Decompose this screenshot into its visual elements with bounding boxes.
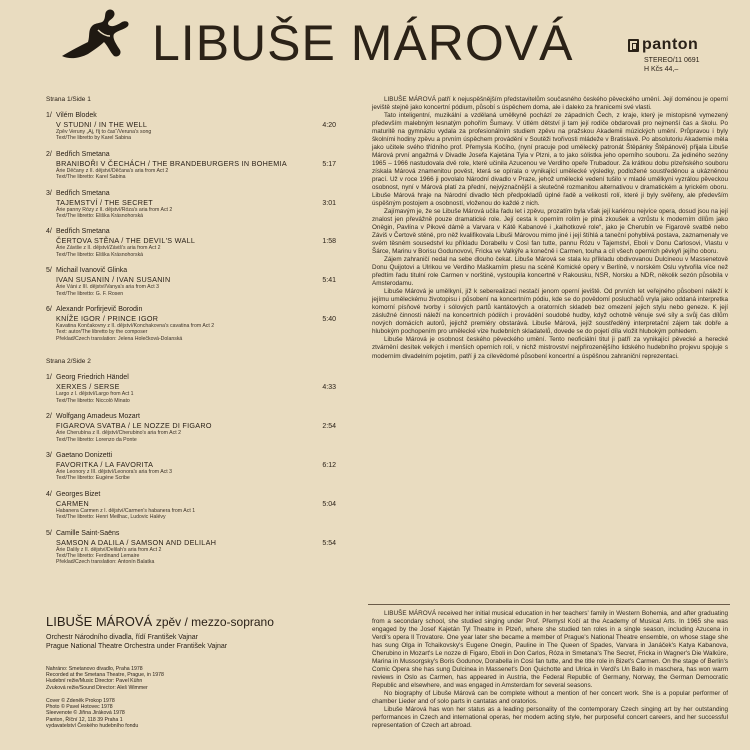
track-duration: 4:20 xyxy=(322,122,336,129)
track-duration: 1:58 xyxy=(322,238,336,246)
track-number: 4/ xyxy=(46,490,52,498)
track-item xyxy=(46,228,336,258)
artist-name: LIBUŠE MÁROVÁ xyxy=(46,614,153,629)
side2-tracks xyxy=(46,374,336,565)
track-number: 1/ xyxy=(46,374,52,382)
label-name: panton xyxy=(642,36,699,53)
track-number: 3/ xyxy=(46,189,52,197)
note-paragraph: Libuše Márová je osobnost českého pěveckého umění. Tento neoficiální titul ji patří za vynikající pěvecké a herecké ztvárnění desítek velkých i menších operních rolí, v nichž mistrovství nejpřirozenějšího lidského hudebního projevu spojuje s moderním divadelním pojetím, patří ji za cílevědomé působení koncertní a úspěšnou zahraniční reprezentaci. xyxy=(372,336,728,360)
track-title: BRANIBOŘI V ČECHÁCH / THE BRANDEBURGERS IN BOHEMIA xyxy=(56,158,287,168)
artist-line xyxy=(46,614,274,629)
track-duration: 5:40 xyxy=(322,316,336,324)
track-title: KNÍŽE IGOR / PRINCE IGOR xyxy=(56,314,159,324)
track-note: Árie panny Rózy z II. dějství/Róza's aria from Act 2 Text/The libretto: Eliška Krásnohorská xyxy=(56,206,173,220)
track-composer: Camille Saint-Saëns xyxy=(56,529,120,537)
orchestra-credit xyxy=(46,633,346,651)
track-duration: 6:12 xyxy=(322,461,336,469)
track-duration: 5:04 xyxy=(322,500,336,508)
track-item xyxy=(46,190,336,220)
track-title: FIGAROVA SVATBA / LE NOZZE DI FIGARO xyxy=(56,421,212,431)
dancer-silhouette-logo xyxy=(58,6,132,62)
track-note: Largo z I. dějství/Largo from Act 1 Text/The libretto: Niccolò Minato xyxy=(56,391,134,404)
track-number: 3/ xyxy=(46,451,52,459)
track-title: ČERTOVA STĚNA / THE DEVIL'S WALL xyxy=(56,236,196,246)
track-composer: Vilém Blodek xyxy=(56,112,97,119)
panton-logo xyxy=(628,36,738,54)
track-note: Kavatina Končakovny z II. dějství/Konchakovna's cavatina from Act 2 Text: autor/The libretto by the composer Překlad/Czech translation: Jelena Holečková-Dolanská xyxy=(56,323,215,342)
track-composer: Wolfgang Amadeus Mozart xyxy=(56,413,140,421)
track-item xyxy=(46,151,336,181)
production-credits: Cover © Zdeněk Prokop 1978 Photo © Pavel Hotovec 1978 Sleevenote © Jiřina Jiráková 1978 Panton, Říční 12, 118 39 Praha 1 vydavatelství Českého hudebního fondu xyxy=(46,698,139,729)
note-paragraph: Zájem zahraničí nedal na sebe dlouho čekat. Libuše Márová se stala ku příkladu obdivovanou Dulcineou v Massenetově Donu Quijotovi a Ulrikou ve Verdiho Maškarním plesu na scéně Komické opery v Berlíně, v norském Oslu vytvořila více než předtím řadu titulní role Carmen v norštině, vystoupila koncertně v Rakousku, NSR, Norsku a NDR, několik sezón působila v Amsterodamu. xyxy=(372,256,728,288)
note-paragraph: LIBUŠE MÁROVÁ patří k nejuspěšnějším představitelům současného českého pěveckého umění. Její doménou je operní jeviště stejně jako koncertní pódium, působí s úspěchem doma, ale i daleko za hranicemi své vlasti. xyxy=(372,96,728,112)
track-duration: 5:54 xyxy=(322,539,336,547)
side1-tracks xyxy=(46,112,336,342)
track-title: V STUDNI / IN THE WELL xyxy=(56,120,148,129)
track-number: 6/ xyxy=(46,306,52,314)
track-note: Habanera Carmen z I. dějství/Carmen's habanera from Act 1 Text/The libretto: Henri Meilhac, Ludovic Halévy xyxy=(56,507,196,521)
track-composer: Michail Ivanovič Glinka xyxy=(56,267,128,275)
track-duration: 3:01 xyxy=(322,199,336,207)
orchestra-cz: Orchestr Národního divadla, řídí František Vajnar xyxy=(46,634,198,641)
orchestra-en: Prague National Theatre Orchestra under František Vajnar xyxy=(46,643,228,650)
note-paragraph: Libuše Márová je umělkyní, jíž k seberealizaci nestačí jenom operní jeviště. Od prvních let veřejného působení náleží k jejímu uměleckému životopisu i působení na koncertním pódiu, kde se do povědomí posluchačů vryla jako oddaná interpretka komorní písňové tvorby i sólových partů kantátových a oratorních skladeb bez omezení jejich stylu nebo geneze. K její záslužné činnosti náleží na koncertních pódiích i provádění soudobé hudby, když ochotně věnuje své síly a svůj čas dílům nových domácích autorů, jejichž premiéry obstarává. Libuše Márová, jejíž soustředěný interpretační zájem tak dobře a hlubokým pochopením pro umělecké vize hudebních skladatelů, dovede se do pojetí díla vložit hlubokým pohledem. xyxy=(372,288,728,336)
note-paragraph: LIBUŠE MÁROVÁ received her initial musical education in her teachers' family in Western Bohemia, and after graduating from a secondary school, she studied singing under Prof. Přemysl Kočí at the Academy of Musical Arts. In 1965 she was engaged by the Josef Kajetán Tyl Theatre in Plzeň, where she studied ten roles in a single season, including Azucena in Verdi's opera Il Trovatore. One year later she became a member of Prague's National Theatre ensemble, on whose stage she has sung Olga in Tchaikovsky's Eugene Onegin, Pauline in The Queen of Spades, Varvara in Janáček's Katya Kabanova, Cherubino in Mozart's Le nozze di Figaro, Eboli in Don Carlos, Róza in Smetana's The Secret, Fricka in Wagner's Die Walküre, Marina in Mussorgsky's Boris Godunov, Dorabella in Così fan tutte, and the title role in Bizet's Carmen. On the stage of Berlin's Comic Opera she has sung Dulcinea in Massenet's Don Quichotte and Ulrica in Verdi's Un Ballo in maschera, has won warm reviews in Oslo as Carmen, has appeared in Austria, the Federal Republic of Germany, Norway, the German Democratic Republic and elsewhere, and was engaged in Amsterdam for several seasons. xyxy=(372,610,728,689)
side2-heading: Strana 2/Side 2 xyxy=(46,358,91,366)
track-number: 5/ xyxy=(46,529,52,537)
track-note: Árie Váni z III. dějství/Vanya's aria from Act 3 Text/The libretto: G. F. Rosen xyxy=(56,284,159,297)
track-composer: Georg Friedrich Händel xyxy=(56,374,129,382)
album-title: LIBUŠE MÁROVÁ xyxy=(152,15,574,71)
track-composer: Alexandr Porfirjevič Borodin xyxy=(56,306,143,314)
track-composer: Bedřich Smetana xyxy=(56,150,110,158)
track-number: 2/ xyxy=(46,150,52,158)
track-duration: 2:54 xyxy=(322,423,336,431)
track-composer: Georges Bizet xyxy=(56,490,101,498)
side1-heading: Strana 1/Side 1 xyxy=(46,96,91,103)
track-item xyxy=(46,530,336,566)
track-item xyxy=(46,112,336,142)
track-item xyxy=(46,374,336,404)
track-number: 2/ xyxy=(46,413,52,421)
track-number: 1/ xyxy=(46,112,52,119)
track-item xyxy=(46,452,336,482)
track-duration: 4:33 xyxy=(322,384,336,392)
track-title: XERXES / SERSE xyxy=(56,382,120,392)
track-title: TAJEMSTVÍ / THE SECRET xyxy=(56,197,153,207)
track-item xyxy=(46,491,336,521)
track-composer: Bedřich Smetana xyxy=(56,228,110,236)
track-composer: Bedřich Smetana xyxy=(56,189,110,197)
price: H Kčs 44,– xyxy=(644,66,679,73)
track-note: Árie Leonory z III. dějství/Leonora's aria from Act 3 Text/The libretto: Eugène Scribe xyxy=(56,468,173,482)
note-paragraph: No biography of Libuše Márová can be complete without a mention of her concert work. She is a popular performer of chamber Lieder and of solo parts in cantatas and oratorios. xyxy=(372,690,728,705)
track-item xyxy=(46,413,336,443)
track-duration: 5:41 xyxy=(322,277,336,285)
track-title: SAMSON A DALILA / SAMSON AND DELILAH xyxy=(56,537,217,547)
track-note: Zpěv Veruny „Aj, říj to čas“/Veruna's song Text/The libretto by Karel Sabina xyxy=(56,129,152,142)
sleeve-notes-czech xyxy=(372,96,728,361)
tracklist xyxy=(46,96,336,566)
track-duration: 5:17 xyxy=(322,160,336,168)
track-composer: Gaetano Donizetti xyxy=(56,451,113,459)
track-number: 5/ xyxy=(46,267,52,275)
track-title: IVAN SUSANIN / IVAN SUSANIN xyxy=(56,275,171,285)
recording-credits: Nahráno: Smetanovo divadlo, Praha 1978 Recorded at the Smetana Theatre, Prague, in 1978 Hudební režie/Music Director: Pavel Kühn Zvuková režie/Sound Director: Aleš Wimmer xyxy=(46,666,164,691)
track-item xyxy=(46,267,336,297)
panton-mark-icon xyxy=(628,39,639,52)
sleeve-notes-english xyxy=(372,610,728,730)
track-title: CARMEN xyxy=(56,498,89,508)
note-paragraph: Tato inteligentní, muzikální a vzdělaná umělkyně pochází ze západních Čech, z kraje, který je mistopisně vymezený především malebným lesnatým pohořím Šumavy. V útlém dětství ji tam její rodiče obdarovali pro nejmenší čas a školu. Po maturitě na gymnáziu vydala za profesionálním studiem zpěvu na pražskou Akademii múzických umění. Průpravou i byly školními hodiny zpěvu a prvním úspěchem provádění v Soutěži tvořivosti mládeže v Bratislavě. Po absolutoriu Akademie měla jako učitele svého třídního prof. Přemysla Kočího, (nyní pracuje pod umělecký patronát Štěpánky Štěpánové) přijala Libuše Márová první angažmá v Divadle Josefa Kajetána Tyla v Plzni, a to jako sólistka jeho operního souboru. Za jediného sezóny 1965 – 1966 nastudovala dvě role, které učinila Azucenou ve Verdiho opeře Trubadour. Za krátkou dobu plzeňského souboru získala Márová znamenitou pověst, která se opírala o vynikající umělecké výsledky, podložené soustředěnou a ukázněnou prací. Už v roce 1966 ji povolalo Národní divadlo v Praze, jehož umělecké vedení tušilo v mladé umělkyni vyzrálou pěveckou osobnost, nyní v Márová platí za přední, nejvýznačnější a skutečně rozmanitou alternativou v dramatickém a lyrickém oboru. Libuše Márová hraje na Národní divadlo těch předpokladů úplné řadě a velikostí rolí, které ji byly svěřeny, ale především úspěšným postojem a osobností, vloženou do každé z nich. xyxy=(372,112,728,208)
track-item xyxy=(46,306,336,342)
track-note: Árie Dalily z II. dějství/Delilah's aria from Act 2 Text/The libretto: Ferdinand Lemaire Překlad/Czech translation: Antonín Balatka xyxy=(56,546,162,566)
note-paragraph: Zajímavým je, že se Libuše Márová učila řadu let i zpěvu, prozatím byla však její kariérou nejvíce opera, dosud jsou na její znalost jen převážně pouze dramatické role. Její cesta k operním rolím je plná zkoušek a vzrůstu k moderním dílům jako Oněgin, Pavlína v Pikové dámě a Varvara v Kátě Kabanové i „kalhotkové role“, jako je Cherubín ve Figarově svatbě nebo Záviš v Čertově stěně, pro něž kvalifikovala Libuši Márovou mimo jiné i její štíhlá a taneční pohyblivá postava, zaznamenaly ve svém těsném sousedství ku příkladu Dorabellu v Così fan tutte, pannu Rózu v Tajemství, Eboli v Donu Carlosovi, Vlastu v Šárce, Marinu v Borisu Godunovovi, Fricka ve Valkýře a konečně i Carmen, touha a cíl všech operních pěvkyň jejího oboru. xyxy=(372,208,728,256)
track-note: Árie Záviše z II. dějství/Záviš's aria from Act 2 Text/The libretto: Eliška Krásnohorská xyxy=(56,245,161,258)
artist-role: zpěv / mezzo-soprano xyxy=(155,615,274,629)
track-number: 4/ xyxy=(46,228,52,236)
catalog-number: STEREO/11 0691 xyxy=(644,57,700,64)
divider xyxy=(368,604,730,605)
track-note: Árie Děčany z II. dějství/Děčana's aria from Act 2 Text/The libretto: Karel Sabina xyxy=(56,167,169,181)
label-block xyxy=(628,36,738,74)
track-title: FAVORITKA / LA FAVORITA xyxy=(56,459,154,469)
note-paragraph: Libuše Márová has won her status as a leading personality of the contemporary Czech singing art by her outstanding performances in Czech and international operas, her modern acting style, her purposeful concert careers, and her successful representation of Czech art abroad. xyxy=(372,706,728,729)
track-note: Árie Cherubína z II. dějství/Cherubino's aria from Act 2 Text/The libretto: Lorenzo da Ponte xyxy=(56,430,181,443)
header xyxy=(0,0,750,92)
